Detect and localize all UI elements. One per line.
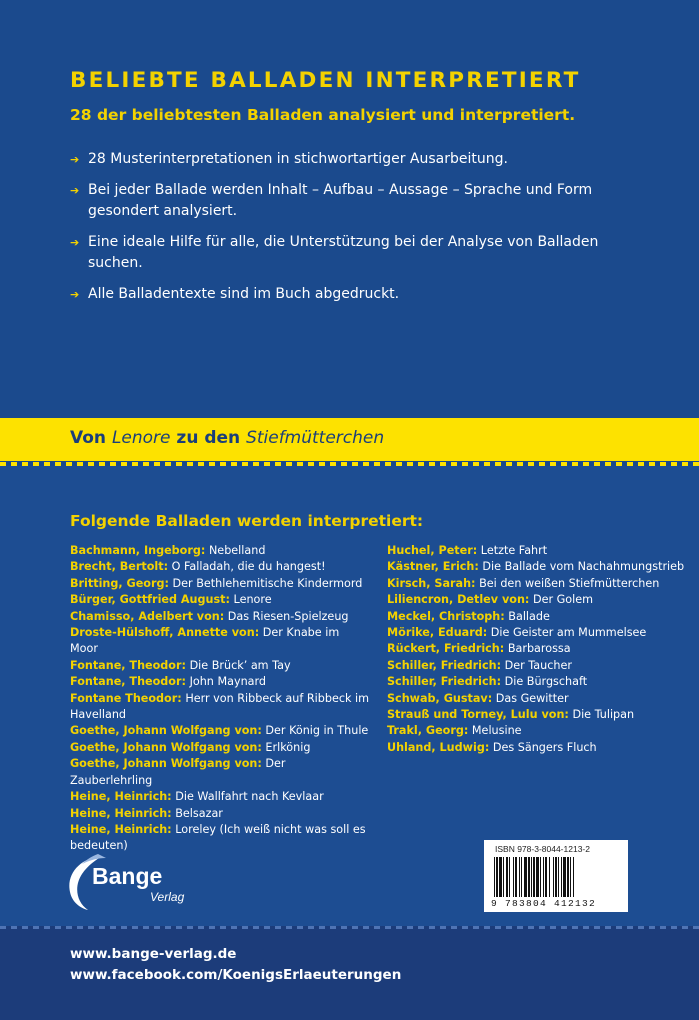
ballad-title: Der Zauberlehrling [70,757,286,787]
barcode-bar [570,857,571,897]
ballad-author: Schwab, Gustav: [387,691,493,705]
ballad-author: Heine, Heinrich: [70,806,172,820]
barcode-bar [558,857,559,897]
ballad-title: Loreley (Ich weiß nicht was soll es bedeuten) [70,822,366,853]
barcode-bar [513,857,514,897]
barcode-bar [496,857,498,897]
barcode-bar [524,857,527,897]
cover-heading: BELIEBTE BALLADEN INTERPRETIERT [70,68,581,93]
barcode-bar [567,857,569,897]
ballad-title: Der Bethlehemitische Kindermord [172,576,363,590]
ballad-item [387,559,687,575]
barcode-bars [494,857,618,897]
feature-text: Bei jeder Ballade werden Inhalt – Aufbau – Aussage – Sprache und Form gesondert analysiert. [88,182,593,219]
barcode-bar [555,857,557,897]
ballad-item [387,691,687,707]
ballad-item [70,674,370,690]
ballad-title: Erlkönig [265,740,311,754]
barcode-bar [503,857,504,897]
ballad-title: Das Gewitter [495,691,569,705]
barcode-bar [515,857,517,897]
barcode-number: 9 783804 412132 [491,898,597,909]
ballad-title: Die Wallfahrt nach Kevlaar [175,790,324,804]
ballad-title: John Maynard [189,675,267,689]
ballad-author: Liliencron, Detlev von: [387,593,530,607]
ballad-author: Goethe, Johann Wolfgang von: [70,757,262,771]
ballad-author: Uhland, Ludwig: [387,740,490,754]
isbn-label: ISBN 978-3-8044-1213-2 [495,844,590,854]
barcode-bar [521,857,522,897]
ballad-title: Die Tulipan [572,708,635,722]
ballad-item [70,740,370,756]
isbn-barcode [484,840,628,912]
ballad-title: Bei den weißen Stiefmütterchen [479,576,660,590]
ballad-item [387,723,687,739]
ballad-title: Die Brück’ am Tay [189,658,291,672]
footer-dashed-divider [0,926,699,929]
barcode-bar [549,857,550,897]
ballad-author: Goethe, Johann Wolfgang von: [70,724,262,738]
ballad-author: Bachmann, Ingeborg: [70,544,206,557]
ballad-item [387,576,687,592]
ballad-author: Schiller, Friedrich: [387,658,502,672]
ballad-item [70,658,370,674]
ballad-author: Fontane Theodor: [70,691,182,705]
ballad-list-right [387,543,687,756]
barcode-bar [533,857,535,897]
feature-item [70,232,630,274]
band-text-part: zu den [170,428,247,448]
ballad-item [70,756,370,789]
ballad-item [70,691,370,724]
ballad-author: Huchel, Peter: [387,544,478,557]
feature-item [70,284,630,305]
ballad-title: Melusine [471,724,522,738]
ballad-item [70,609,370,625]
ballad-title: Nebelland [208,544,266,557]
feature-list [70,149,630,315]
ballad-list-left [70,543,370,855]
ballad-author: Rückert, Friedrich: [387,642,505,656]
ballad-item [387,609,687,625]
ballad-author: Kirsch, Sarah: [387,576,476,590]
ballad-author: Kästner, Erich: [387,560,479,574]
ballad-title: Der Knabe im Moor [70,626,340,656]
feature-item [70,180,630,222]
barcode-bar [499,857,502,897]
ballad-item [70,592,370,608]
barcode-bar [528,857,530,897]
publisher-sub: Verlag [150,890,185,904]
publisher-name: Bange [92,863,163,889]
barcode-bar [545,857,547,897]
ballad-item [387,658,687,674]
ballad-author: Bürger, Gottfried August: [70,593,230,607]
ballad-title: Der Taucher [504,658,572,672]
barcode-bar [519,857,520,897]
barcode-bar [543,857,544,897]
ballad-item [387,740,687,756]
feature-text: Eine ideale Hilfe für alle, die Unterstützung bei der Analyse von Balladen suchen. [88,234,599,271]
feature-item [70,149,630,170]
ballad-list-heading: Folgende Balladen werden interpretiert: [70,512,424,530]
ballad-item [70,789,370,805]
arrow-icon: ➔ [70,184,80,197]
ballad-item [387,707,687,723]
ballad-title: Barbarossa [507,642,571,656]
ballad-author: Droste-Hülshoff, Annette von: [70,626,260,640]
barcode-bar [506,857,508,897]
ballad-item [387,674,687,690]
ballad-title: Herr von Ribbeck auf Ribbeck im Havelland [70,691,370,722]
ballad-item [70,559,370,575]
ballad-author: Mörike, Eduard: [387,626,488,640]
barcode-bar [531,857,532,897]
ballad-title: Belsazar [175,806,223,820]
facebook-link[interactable]: www.facebook.com/KoenigsErlaeuterungen [70,967,402,983]
ballad-title: Das Riesen-Spielzeug [227,609,349,623]
barcode-bar [509,857,510,897]
ballad-item [387,592,687,608]
ballad-author: Britting, Georg: [70,576,169,590]
ballad-author: Fontane, Theodor: [70,675,186,689]
ballad-item [387,625,687,641]
ballad-item [70,822,370,855]
arrow-icon: ➔ [70,236,80,249]
barcode-bar [563,857,566,897]
ballad-title: Die Ballade vom Nachahmungstrieb [482,560,685,574]
feature-text: Alle Balladentexte sind im Buch abgedruckt. [88,286,400,302]
barcode-bar [553,857,554,897]
ballad-author: Strauß und Torney, Lulu von: [387,708,569,722]
ballad-title: Ballade [508,609,550,623]
arrow-icon: ➔ [70,288,80,301]
ballad-title: Die Geister am Mummelsee [490,626,647,640]
ballad-author: Trakl, Georg: [387,724,469,738]
barcode-bar [561,857,562,897]
ballad-item [387,543,687,559]
ballad-item [387,641,687,657]
ballad-author: Brecht, Bertolt: [70,560,169,574]
ballad-title: Der Golem [532,593,594,607]
ballad-title: Letzte Fahrt [480,544,548,557]
ballad-item [70,625,370,658]
ballad-author: Chamisso, Adelbert von: [70,609,225,623]
barcode-bar [573,857,574,897]
ballad-item [70,723,370,739]
barcode-bar [494,857,495,897]
ballad-title: O Falladah, die du hangest! [171,560,326,574]
ballad-item [70,543,370,559]
ballad-author: Heine, Heinrich: [70,822,172,836]
band-text-part: Von [70,428,112,448]
arrow-icon: ➔ [70,153,80,166]
barcode-bar [540,857,541,897]
ballad-title: Des Sängers Fluch [492,740,597,754]
ballad-title: Die Bürgschaft [504,675,588,689]
ballad-item [70,576,370,592]
ballad-author: Fontane, Theodor: [70,658,186,672]
cover-subheading: 28 der beliebtesten Balladen analysiert und interpretiert. [70,106,576,124]
feature-text: 28 Musterinterpretationen in stichwortartiger Ausarbeitung. [88,151,508,167]
website-link[interactable]: www.bange-verlag.de [70,946,237,962]
band-text-italic: Stiefmütterchen [246,428,385,448]
ballad-author: Heine, Heinrich: [70,790,172,804]
ballad-author: Goethe, Johann Wolfgang von: [70,740,262,754]
ballad-title: Der König in Thule [265,724,369,738]
ballad-item [70,806,370,822]
band-slogan [70,428,384,448]
ballad-author: Schiller, Friedrich: [387,675,502,689]
ballad-author: Meckel, Christoph: [387,609,505,623]
band-text-italic: Lenore [111,428,171,448]
barcode-bar [536,857,539,897]
ballad-title: Lenore [233,593,272,607]
